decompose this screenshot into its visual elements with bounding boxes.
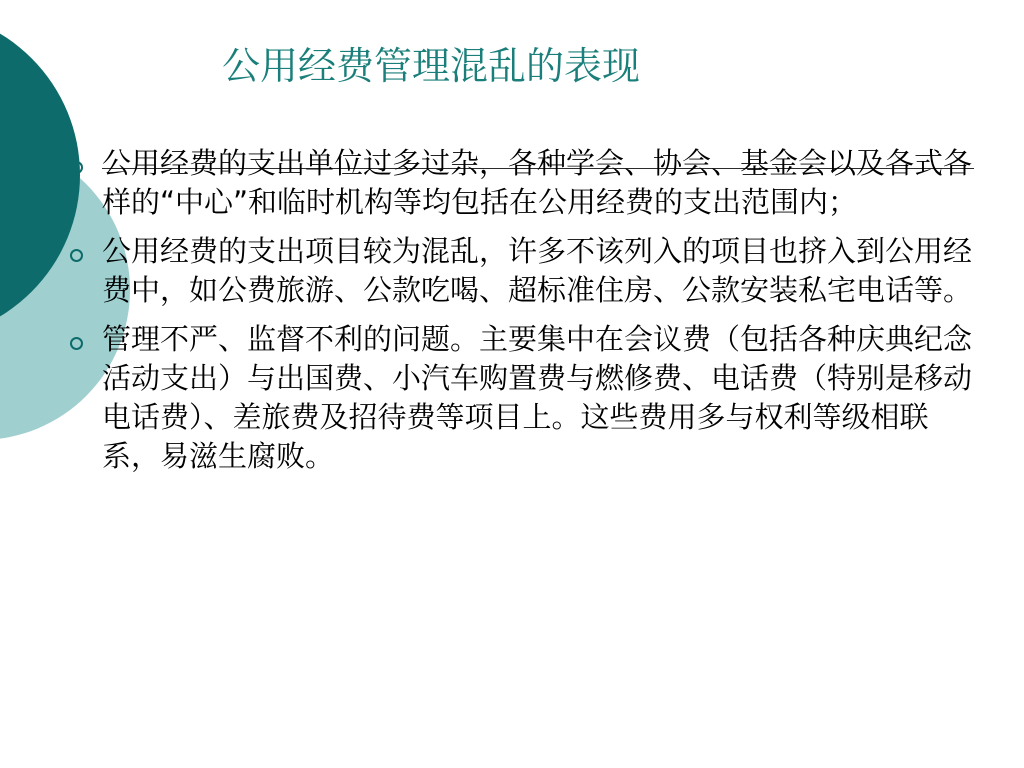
slide-title: 公用经费管理混乱的表现	[222, 44, 641, 88]
hollow-circle-bullet-icon	[70, 337, 83, 350]
bullet-item-2	[62, 232, 982, 310]
hollow-circle-bullet-icon	[70, 249, 83, 262]
bullet-text-1: 公用经费的支出单位过多过杂，各种学会、协会、基金会以及各式各样的“中心”和临时机构等均包括在公用经费的支出范围内；	[102, 146, 973, 219]
bullet-list	[62, 144, 982, 486]
bullet-text-2: 公用经费的支出项目较为混乱，许多不该列入的项目也挤入到公用经费中，如公费旅游、公款吃喝、超标准住房、公款安装私宅电话等。	[102, 234, 973, 307]
hollow-circle-bullet-icon	[70, 161, 83, 174]
bullet-item-1	[62, 144, 982, 222]
bullet-text-3: 管理不严、监督不利的问题。主要集中在会议费（包括各种庆典纪念活动支出）与出国费、小汽车购置费与燃修费、电话费（特别是移动电话费）、差旅费及招待费等项目上。这些费用多与权利等级相联系，易滋生腐败。	[102, 322, 973, 473]
bullet-item-3	[62, 320, 982, 476]
